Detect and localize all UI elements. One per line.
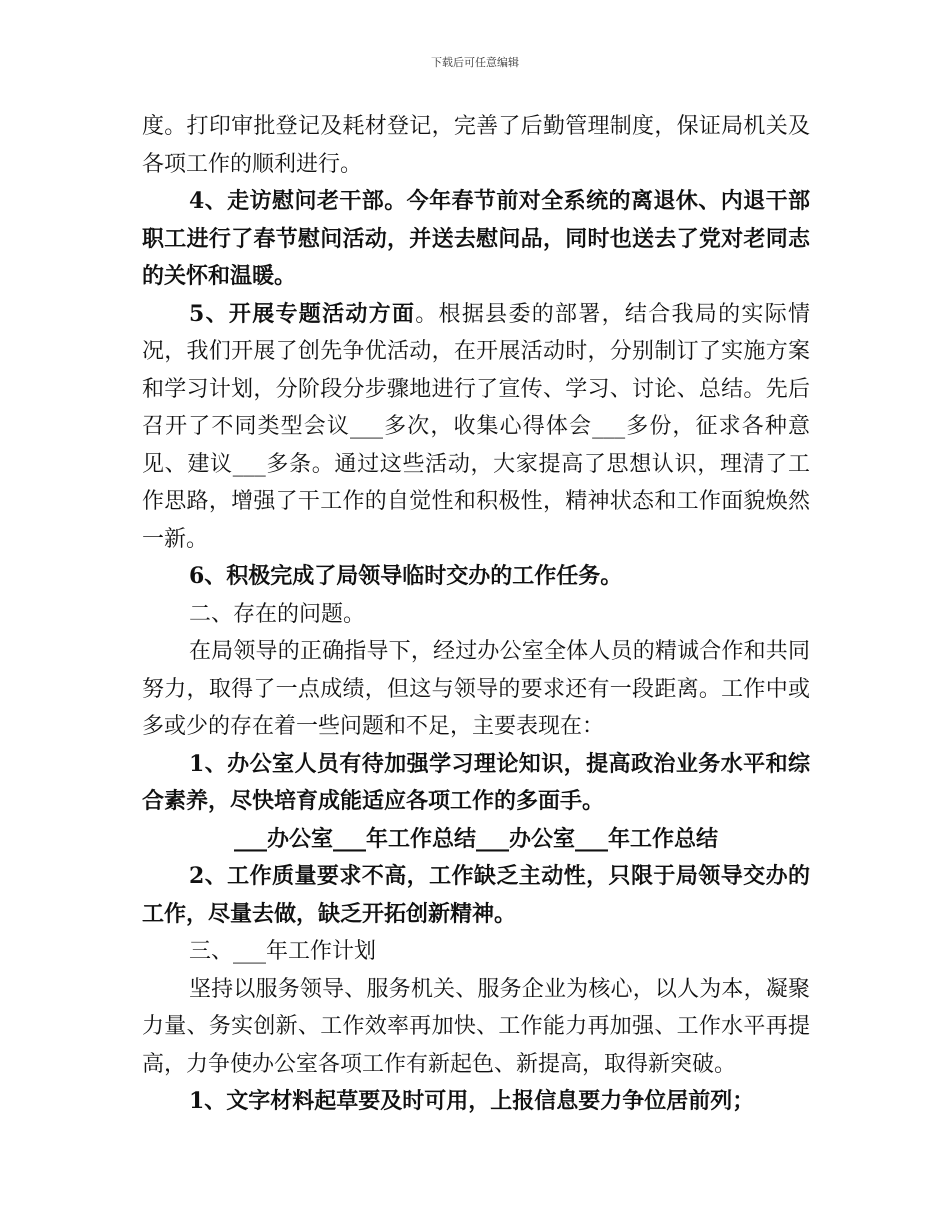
paragraph-plan-1: 1、文字材料起草要及时可用，上报信息要力争位居前列； bbox=[189, 1088, 755, 1114]
paragraph-problem-2: 2、工作质量要求不高，工作缺乏主动性，只限于局领导交办的工作，尽量去做，缺乏开拓创新精神。 bbox=[142, 863, 810, 927]
page-header: 下载后可任意编辑 bbox=[431, 56, 519, 69]
document-body bbox=[142, 108, 810, 1121]
section-heading-problems: 二、存在的问题。 bbox=[189, 601, 366, 627]
paragraph-lead-heading: 5、开展专题活动方面 bbox=[189, 300, 416, 327]
section-heading-plan: 三、___年工作计划 bbox=[189, 939, 377, 964]
paragraph-visit-veterans: 4、走访慰问老干部。今年春节前对全系统的离退休、内退干部职工进行了春节慰问活动，并送去慰问品，同时也送去了党对老同志的关怀和温暖。 bbox=[142, 188, 810, 289]
paragraph-admin-continuation: 度。打印审批登记及耗材登记，完善了后勤管理制度，保证局机关及各项工作的顺利进行。 bbox=[142, 114, 810, 177]
paragraph-special-activities bbox=[142, 296, 810, 559]
document-title-line: ___办公室___年工作总结___办公室___年工作总结 bbox=[233, 825, 718, 852]
paragraph-plan-intro: 坚持以服务领导、服务机关、服务企业为核心，以人为本，凝聚力量、务实创新、工作效率再加快、工作能力再加强、工作水平再提高，力争使办公室各项工作有新起色、新提高，取得新突破。 bbox=[142, 976, 810, 1077]
paragraph-problems-intro: 在局领导的正确指导下，经过办公室全体人员的精诚合作和共同努力，取得了一点成绩，但这与领导的要求还有一段距离。工作中或多或少的存在着一些问题和不足，主要表现在： bbox=[142, 639, 810, 739]
paragraph-lead-text: 。根据县委的部署，结合我局的实际情况，我们开展了创先争优活动，在开展活动时，分别制订了实施方案和学习计划，分阶段分步骤地进行了宣传、学习、讨论、总结。先后召开了不同类型会议___多次，收集心得体会___多份，征求各种意见、建议___多条。通过这些活动，大家提高了思想认识，理清了工作思路，增强了干工作的自觉性和积极性，精神状态和工作面貌焕然一新。 bbox=[142, 301, 810, 552]
paragraph-temporary-tasks: 6、积极完成了局领导临时交办的工作任务。 bbox=[189, 563, 623, 589]
paragraph-problem-1: 1、办公室人员有待加强学习理论知识，提高政治业务水平和综合素养，尽快培育成能适应各项工作的多面手。 bbox=[142, 750, 810, 814]
